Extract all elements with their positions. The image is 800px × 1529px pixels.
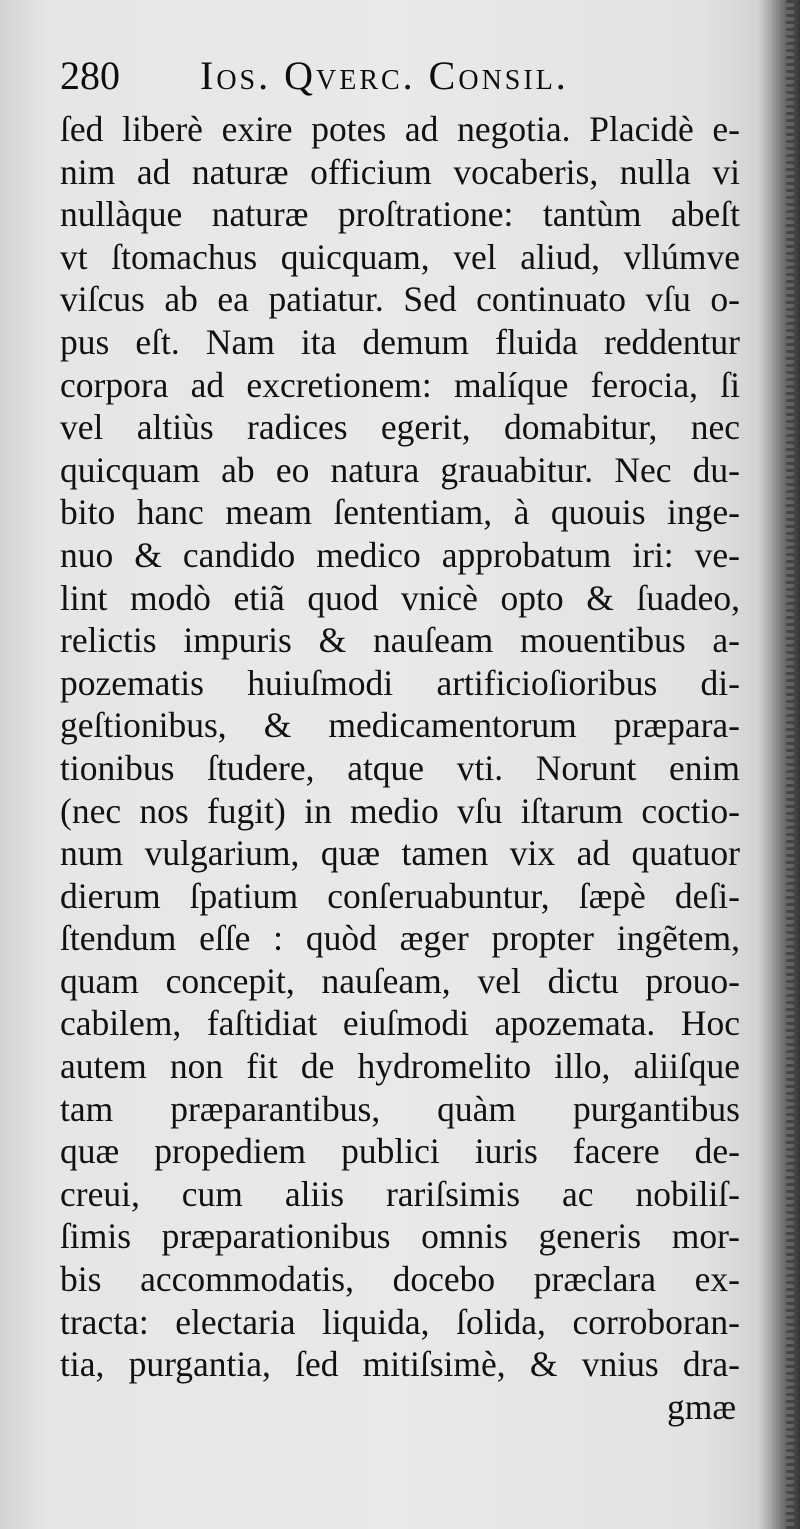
text-line: ſimis præparationibus omnis generis mor-: [60, 1216, 740, 1257]
page-number: 280: [60, 53, 120, 98]
text-line: num vulgarium, quæ tamen vix ad quatuor: [60, 833, 740, 874]
text-line: geſtionibus, & medicamentorum præpara-: [60, 705, 740, 746]
text-line: cabilem, faſtidiat eiuſmodi apozemata. Hoc: [60, 1003, 740, 1044]
text-line: tionibus ſtudere, atque vti. Norunt enim: [60, 747, 740, 788]
text-line: tracta: electaria liquida, ſolida, corroboran-: [60, 1301, 740, 1342]
running-head: Ios. Qverc. Consil.: [200, 53, 569, 98]
text-line: ſed liberè exire potes ad negotia. Placidè e-: [60, 109, 740, 149]
text-line: nullàque naturæ proſtratione: tantùm abeſt: [60, 194, 740, 235]
text-line: viſcus ab ea patiatur. Sed continuato vſu o-: [60, 279, 740, 320]
text-line: autem non fit de hydromelito illo, aliiſque: [60, 1046, 740, 1087]
text-line: vel altiùs radices egerit, domabitur, nec: [60, 407, 740, 448]
text-line: bito hanc meam ſententiam, à quouis inge-: [60, 492, 740, 533]
text-line: (nec nos fugit) in medio vſu iſtarum coctio-: [60, 790, 740, 831]
text-line: quicquam ab eo natura grauabitur. Nec du-: [60, 449, 740, 490]
text-line: bis accommodatis, docebo præclara ex-: [60, 1259, 740, 1300]
text-line: pozematis huiuſmodi artificioſioribus di-: [60, 662, 740, 703]
text-line: nuo & candido medico approbatum iri: ve-: [60, 534, 740, 575]
text-line: vt ſtomachus quicquam, vel aliud, vllúmve: [60, 236, 740, 277]
text-line: tia, purgantia, ſed mitiſsimè, & vnius dra-: [60, 1344, 740, 1385]
body-text: [60, 108, 740, 1428]
text-line: lint modò etiã quod vnicè opto & ſuadeo,: [60, 577, 740, 618]
text-line: relictis impuris & nauſeam mouentibus a-: [60, 620, 740, 661]
page-header: [60, 48, 720, 104]
text-line: pus eſt. Nam ita demum fluida reddentur: [60, 321, 740, 362]
text-line: quam concepit, nauſeam, vel dictu prouo-: [60, 960, 740, 1001]
text-line: tam præparantibus, quàm purgantibus: [60, 1088, 740, 1129]
text-line: corpora ad excretionem: malíque ferocia, ſi: [60, 364, 740, 405]
text-line: ſtendum eſſe : quòd æger propter ingẽtem,: [60, 918, 740, 959]
text-line: nim ad naturæ officium vocaberis, nulla vi: [60, 151, 740, 192]
text-line: creui, cum aliis rariſsimis ac nobiliſ-: [60, 1173, 740, 1214]
catchword: gmæ: [666, 1386, 736, 1427]
page-edge-strip: [786, 0, 794, 1529]
text-line: dierum ſpatium conſeruabuntur, ſæpè deſi-: [60, 875, 740, 916]
text-line: quæ propediem publici iuris facere de-: [60, 1131, 740, 1172]
